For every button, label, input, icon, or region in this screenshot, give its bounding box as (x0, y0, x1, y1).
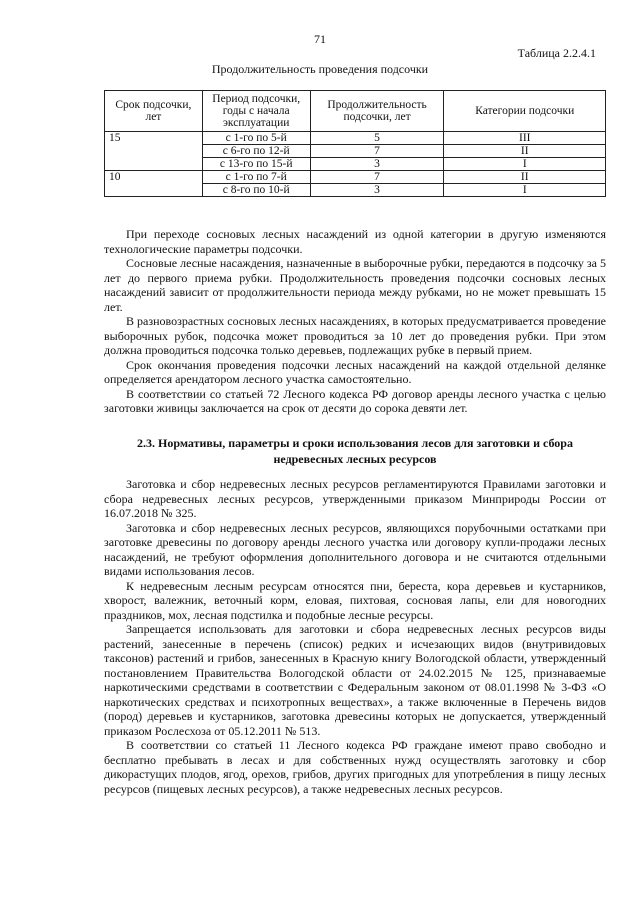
duration-cell: 3 (310, 184, 444, 197)
category-cell: II (444, 145, 606, 158)
body-text-block-2 (104, 477, 606, 796)
duration-cell: 3 (310, 158, 444, 171)
section-heading: 2.3. Нормативы, параметры и сроки использования лесов для заготовки и сбора недревесных лесных ресурсов (137, 436, 573, 466)
table-label: Таблица 2.2.4.1 (517, 46, 596, 60)
paragraph: Сосновые лесные насаждения, назначенные в выборочные рубки, передаются в подсочку за 5 лет до первого приема рубки. Продолжительность проведения подсочки сосновых лесных насаждений зависит от продолжительности периода между рубками, но не может превышать 15 лет. (104, 256, 606, 314)
term-cell: 10 (105, 171, 203, 197)
paragraph: В соответствии со статьей 72 Лесного кодекса РФ договор аренды лесного участка с целью заготовки живицы заключается на срок от десяти до сорока девяти лет. (104, 386, 606, 415)
term-cell: 15 (105, 132, 203, 171)
category-cell: I (444, 158, 606, 171)
duration-cell: 7 (310, 145, 444, 158)
header-term: Срок подсочки, лет (105, 91, 203, 132)
paragraph: При переходе сосновых лесных насаждений из одной категории в другую изменяются технологические параметры подсочки. (104, 227, 606, 256)
table-header-row (105, 91, 606, 132)
table-title: Продолжительность проведения подсочки (211, 62, 429, 76)
paragraph: В разновозрастных сосновых лесных насаждениях, в которых предусматривается проведение выборочных рубок, подсочка может проводиться за 10 лет до проведения рубки. При этом должна проводиться подсочка только деревьев, подлежащих рубке в первый прием. (104, 314, 606, 357)
period-cell: с 8-го по 10-й (202, 184, 310, 197)
period-cell: с 13-го по 15-й (202, 158, 310, 171)
duration-cell: 7 (310, 171, 444, 184)
table-row (105, 132, 606, 145)
period-cell: с 1-го по 7-й (202, 171, 310, 184)
period-cell: с 1-го по 5-й (202, 132, 310, 145)
subtapping-duration-table (104, 90, 606, 197)
paragraph: Срок окончания проведения подсочки лесных насаждений на каждой отдельной делянке определяется арендатором лесного участка самостоятельно. (104, 357, 606, 386)
table-row (105, 171, 606, 184)
paragraph: Запрещается использовать для заготовки и сбора недревесных лесных ресурсов виды растений, занесенные в перечень (список) редких и исчезающих видов (внутривидовых таксонов) растений и грибов, занесенных в Красную книгу Вологодской области, утвержденный постановлением Правительства Вологодской области от 24.02.2015 № 125, признаваемые наркотическими средствами в соответствии с Федеральным законом от 08.01.1998 № 3-ФЗ «О наркотических средствах и психотропных веществах», а также включенные в Перечень видов (пород) деревьев и кустарников, заготовка древесины которых не допускается, утвержденный приказом Рослесхоза от 05.12.2011 № 513. (104, 622, 606, 738)
paragraph: В соответствии со статьей 11 Лесного кодекса РФ граждане имеют право свободно и бесплатно пребывать в лесах и для собственных нужд осуществлять заготовку и сбор дикорастущих плодов, ягод, орехов, грибов, других пригодных для употребления в пищу лесных ресурсов (пищевых лесных ресурсов), а также недревесных лесных ресурсов. (104, 738, 606, 796)
duration-cell: 5 (310, 132, 444, 145)
category-cell: II (444, 171, 606, 184)
header-period: Период подсочки, годы с начала эксплуатации (202, 91, 310, 132)
category-cell: III (444, 132, 606, 145)
header-duration: Продолжительность подсочки, лет (310, 91, 444, 132)
paragraph: Заготовка и сбор недревесных лесных ресурсов, являющихся порубочными остатками при заготовке древесины по договору аренды лесного участка или договору купли-продажи лесных насаждений, не требуют оформления дополнительного договора и не считаются отдельными видами использования лесов. (104, 520, 606, 578)
category-cell: I (444, 184, 606, 197)
body-text-block-1 (104, 227, 606, 416)
header-category: Категории подсочки (444, 91, 606, 132)
paragraph: К недревесным лесным ресурсам относятся пни, береста, кора деревьев и кустарников, хворост, валежник, веточный корм, еловая, пихтовая, сосновая лапы, ели для новогодних праздников, мох, лесная подстилка и подобные лесные ресурсы. (104, 578, 606, 622)
period-cell: с 6-го по 12-й (202, 145, 310, 158)
page-number: 71 (314, 32, 326, 46)
paragraph: Заготовка и сбор недревесных лесных ресурсов регламентируются Правилами заготовки и сбора недревесных лесных ресурсов, утвержденными приказом Минприроды России от 16.07.2018 № 325. (104, 477, 606, 520)
